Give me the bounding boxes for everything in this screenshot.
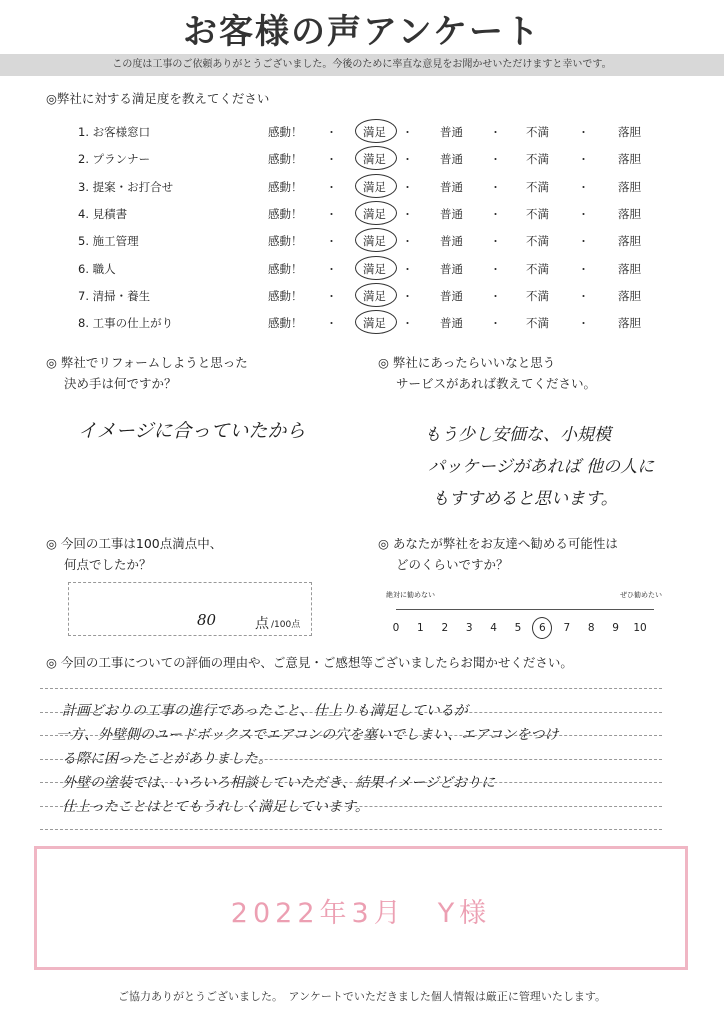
selected-circle-mark	[355, 310, 397, 334]
separator: ・	[578, 235, 589, 249]
q3-line2: サービスがあれば教えてください。	[396, 376, 597, 391]
score-box	[68, 582, 312, 636]
option-label: 不満	[526, 179, 549, 194]
separator: ・	[490, 180, 501, 194]
separator: ・	[402, 289, 413, 303]
option-label: 感動！	[268, 288, 303, 303]
q5-line2: どのくらいですか？	[396, 557, 509, 572]
selected-circle-mark	[355, 174, 397, 198]
selected-circle-mark	[355, 283, 397, 307]
option-label: 不満	[526, 234, 549, 249]
q4-line2: 何点でしたか？	[64, 557, 152, 572]
satisfaction-item-label: 7. 清掃・養生	[78, 288, 151, 303]
separator: ・	[578, 207, 589, 221]
scale-number: 3	[465, 622, 473, 634]
option-label: 落胆	[618, 288, 641, 303]
option-label: 普通	[440, 288, 463, 303]
scale-number: 4	[490, 622, 497, 634]
separator: ・	[578, 126, 589, 139]
q4-heading	[46, 533, 222, 575]
option-label: 感動！	[268, 206, 303, 221]
separator: ・	[490, 126, 501, 139]
separator: ・	[326, 126, 337, 139]
option-label: 不満	[526, 261, 549, 276]
q3-answer-line2: パッケージがあれば 他の人に	[428, 457, 655, 477]
separator: ・	[326, 289, 337, 303]
satisfaction-row	[78, 200, 641, 227]
scale-number: 9	[612, 622, 619, 634]
separator: ・	[490, 317, 501, 331]
scale-number: 6	[539, 622, 546, 634]
q6-heading: ◎ 今回の工事についての評価の理由や、ご意見・ご感想等ございましたらお聞かせください。	[46, 655, 573, 670]
satisfaction-item-label: 4. 見積書	[78, 206, 128, 221]
separator: ・	[402, 126, 413, 139]
q2-heading	[46, 352, 248, 394]
option-label: 普通	[440, 261, 463, 276]
scale-left-label: 絶対に勧めない	[386, 591, 435, 599]
satisfaction-item-label: 6. 職人	[78, 261, 116, 276]
scale-number: 8	[587, 622, 595, 634]
ruled-line	[40, 688, 662, 689]
option-label: 感動！	[268, 316, 303, 331]
q4-line1: ◎ 今回の工事は100点満点中、	[46, 536, 223, 551]
separator: ・	[326, 317, 337, 331]
option-label: 不満	[526, 206, 549, 221]
option-label: 満足	[363, 125, 386, 139]
q3-answer-line1: もう少し安価な、小規模	[424, 425, 611, 445]
satisfaction-item-label: 8. 工事の仕上がり	[78, 316, 174, 331]
comment-line: 一方、外壁側のユードボックスでエアコンの穴を塞いでしまい、エアコンをつけ	[56, 727, 559, 743]
q3-answer-line3: もすすめると思います。	[432, 489, 618, 509]
separator: ・	[402, 180, 413, 194]
option-label: 不満	[526, 125, 549, 139]
satisfaction-row	[78, 118, 641, 145]
option-label: 満足	[363, 179, 386, 194]
comment-line: 計画どおりの工事の進行であったこと、仕上りも満足しているが	[62, 703, 468, 719]
option-label: 満足	[363, 152, 386, 167]
option-label: 感動！	[268, 152, 303, 167]
q2-line2: 決め手は何ですか？	[64, 376, 177, 391]
option-label: 不満	[526, 152, 549, 167]
satisfaction-item-label: 5. 施工管理	[78, 234, 139, 249]
page-title: お客様の声アンケート	[183, 12, 541, 52]
separator: ・	[326, 153, 337, 167]
option-label: 感動！	[268, 234, 303, 249]
scale-line	[396, 609, 654, 610]
option-label: 普通	[440, 206, 463, 221]
separator: ・	[490, 235, 501, 249]
separator: ・	[326, 207, 337, 221]
scale-number: 7	[563, 622, 571, 634]
separator: ・	[490, 289, 501, 303]
satisfaction-row	[78, 173, 641, 200]
option-label: 普通	[440, 234, 463, 249]
satisfaction-item-label: 1. お客様窓口	[78, 125, 151, 139]
separator: ・	[578, 180, 589, 194]
separator: ・	[326, 180, 337, 194]
separator: ・	[402, 153, 413, 167]
option-label: 満足	[363, 234, 386, 249]
option-label: 普通	[440, 152, 463, 167]
signature-text: 2022年3月 Y様	[230, 898, 492, 929]
q1-heading: ◎弊社に対する満足度を教えてください	[46, 91, 270, 106]
separator: ・	[402, 235, 413, 249]
satisfaction-item-label: 2. プランナー	[78, 152, 151, 167]
scale-number: 5	[514, 622, 522, 634]
satisfaction-row	[78, 282, 641, 309]
selected-circle-mark	[355, 228, 397, 252]
selected-circle-mark	[355, 146, 397, 170]
separator: ・	[402, 207, 413, 221]
option-label: 落胆	[618, 152, 641, 167]
option-label: 落胆	[618, 234, 641, 249]
satisfaction-row	[78, 227, 641, 254]
separator: ・	[578, 262, 589, 276]
option-label: 普通	[440, 179, 463, 194]
satisfaction-row	[78, 145, 641, 172]
scale-number: 2	[441, 622, 449, 634]
option-label: 不満	[526, 288, 549, 303]
option-label: 普通	[440, 316, 463, 331]
q5-heading	[378, 533, 618, 575]
option-label: 感動！	[268, 261, 303, 276]
scale-number: 1	[417, 622, 424, 634]
separator: ・	[326, 262, 337, 276]
option-label: 落胆	[618, 179, 641, 194]
q3-line1: ◎ 弊社にあったらいいなと思う	[378, 355, 556, 370]
option-label: 感動！	[268, 125, 303, 139]
separator: ・	[402, 317, 413, 331]
option-label: 感動！	[268, 179, 303, 194]
satisfaction-item-label: 3. 提案・お打合せ	[78, 179, 174, 194]
satisfaction-row	[78, 309, 641, 336]
score-value: 80	[197, 611, 217, 629]
ruled-line	[40, 829, 662, 830]
score-max: /100点	[271, 620, 301, 630]
separator: ・	[578, 289, 589, 303]
q2-answer: イメージに合っていたから	[78, 420, 306, 442]
separator: ・	[490, 207, 501, 221]
option-label: 普通	[440, 125, 463, 139]
separator: ・	[326, 235, 337, 249]
selected-circle-mark	[355, 256, 397, 280]
separator: ・	[578, 153, 589, 167]
option-label: 落胆	[618, 261, 641, 276]
selected-circle-mark	[355, 201, 397, 225]
comment-line: る際に困ったことがありました。	[62, 751, 272, 767]
footer-note: ご協力ありがとうございました。 アンケートでいただきました個人情報は厳正に管理いたします。	[118, 990, 606, 1003]
selected-circle-mark	[355, 119, 397, 143]
option-label: 満足	[363, 316, 386, 331]
separator: ・	[578, 317, 589, 331]
score-unit: 点	[255, 616, 269, 632]
option-label: 満足	[363, 261, 386, 276]
comment-line: 外壁の塗装では、いろいろ相談していただき、結果イメージどおりに	[62, 775, 496, 791]
comment-line: 仕上ったことはとてもうれしく満足しています。	[62, 799, 369, 815]
scale-number: 10	[633, 622, 647, 634]
q2-line1: ◎ 弊社でリフォームしようと思った	[46, 355, 248, 370]
option-label: 落胆	[618, 125, 641, 139]
option-label: 満足	[363, 206, 386, 221]
signature-box	[34, 846, 688, 970]
selected-scale-circle	[532, 617, 552, 639]
intro-banner: この度は工事のご依頼ありがとうございました。今後のために率直な意見をお聞かせいただけますと幸いです。	[0, 54, 724, 76]
option-label: 落胆	[618, 206, 641, 221]
option-label: 落胆	[618, 316, 641, 331]
scale-right-label: ぜひ勧めたい	[620, 591, 662, 599]
option-label: 満足	[363, 288, 386, 303]
separator: ・	[402, 262, 413, 276]
scale-number: 0	[392, 622, 400, 634]
q5-line1: ◎ あなたが弊社をお友達へ勧める可能性は	[378, 536, 618, 551]
satisfaction-row	[78, 255, 641, 282]
separator: ・	[490, 262, 501, 276]
q3-heading	[378, 352, 596, 394]
separator: ・	[490, 153, 501, 167]
option-label: 不満	[526, 316, 549, 331]
